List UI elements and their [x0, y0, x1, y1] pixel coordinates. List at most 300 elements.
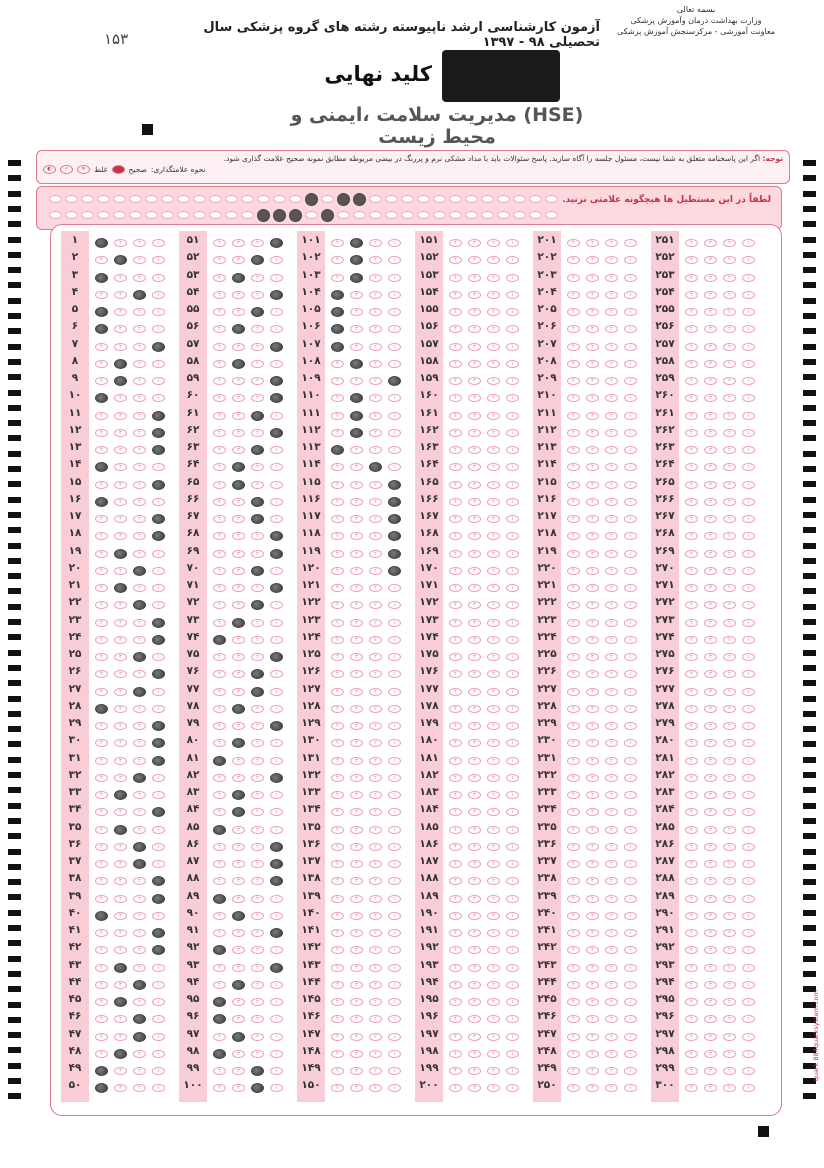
answer-bubble[interactable]: ۱ — [506, 722, 519, 730]
answer-bubble[interactable]: ۴ — [331, 757, 344, 765]
answer-bubble-filled[interactable] — [270, 876, 283, 886]
answer-bubble[interactable]: ۳ — [704, 757, 717, 765]
answer-bubble[interactable]: ۱ — [388, 1050, 401, 1058]
answer-bubble-filled[interactable] — [95, 324, 108, 334]
answer-bubble[interactable]: ۱ — [388, 308, 401, 316]
answer-bubble[interactable]: ۳ — [114, 1084, 127, 1092]
answer-bubble[interactable]: ۳ — [586, 929, 599, 937]
answer-bubble-filled[interactable] — [270, 376, 283, 386]
answer-bubble[interactable]: ۳ — [704, 895, 717, 903]
answer-bubble[interactable]: ۲ — [723, 688, 736, 696]
answer-bubble[interactable]: ۱ — [388, 843, 401, 851]
answer-bubble[interactable]: ۳ — [350, 567, 363, 575]
answer-bubble[interactable]: ۳ — [704, 670, 717, 678]
answer-bubble[interactable]: ۱ — [624, 481, 637, 489]
answer-bubble[interactable]: ۴ — [685, 360, 698, 368]
answer-bubble[interactable]: ۲ — [487, 239, 500, 247]
answer-bubble[interactable]: ۳ — [704, 1084, 717, 1092]
answer-bubble[interactable]: ۳ — [586, 808, 599, 816]
answer-bubble[interactable]: ۱ — [742, 670, 755, 678]
answer-bubble[interactable]: ۳ — [350, 843, 363, 851]
answer-bubble[interactable]: ۱ — [270, 1084, 283, 1092]
answer-bubble-filled[interactable] — [350, 273, 363, 283]
answer-bubble[interactable]: ۲ — [369, 325, 382, 333]
answer-bubble[interactable]: ۳ — [586, 705, 599, 713]
answer-bubble[interactable]: ۲ — [133, 274, 146, 282]
answer-bubble[interactable]: ۱ — [742, 860, 755, 868]
answer-bubble[interactable]: ۲ — [487, 515, 500, 523]
answer-bubble[interactable]: ۲ — [133, 429, 146, 437]
answer-bubble[interactable]: ۱ — [506, 653, 519, 661]
answer-bubble[interactable]: ۴ — [449, 463, 462, 471]
answer-bubble[interactable]: ۳ — [586, 791, 599, 799]
answer-bubble[interactable]: ۳ — [468, 895, 481, 903]
answer-bubble[interactable]: ۳ — [586, 412, 599, 420]
answer-bubble[interactable]: ۱ — [624, 653, 637, 661]
answer-bubble[interactable]: ۴ — [567, 964, 580, 972]
answer-bubble[interactable]: ۳ — [586, 722, 599, 730]
answer-bubble-filled[interactable] — [152, 807, 165, 817]
answer-bubble[interactable]: ۱ — [624, 584, 637, 592]
answer-bubble[interactable]: ۴ — [331, 429, 344, 437]
answer-bubble[interactable]: ۳ — [350, 998, 363, 1006]
answer-bubble[interactable]: ۲ — [487, 446, 500, 454]
answer-bubble[interactable]: ۳ — [704, 774, 717, 782]
answer-bubble[interactable]: ۱ — [742, 601, 755, 609]
answer-bubble-filled[interactable] — [270, 342, 283, 352]
answer-bubble[interactable]: ۱ — [742, 1015, 755, 1023]
answer-bubble[interactable]: ۲ — [251, 739, 264, 747]
answer-bubble[interactable]: ۲ — [605, 567, 618, 575]
answer-bubble[interactable]: ۴ — [449, 705, 462, 713]
answer-bubble[interactable]: ۲ — [723, 964, 736, 972]
answer-bubble[interactable]: ۴ — [685, 619, 698, 627]
answer-bubble-filled[interactable] — [152, 721, 165, 731]
answer-bubble[interactable]: ۱ — [624, 722, 637, 730]
answer-bubble[interactable]: ۲ — [723, 619, 736, 627]
answer-bubble[interactable]: ۳ — [232, 498, 245, 506]
answer-bubble[interactable]: ۲ — [369, 601, 382, 609]
answer-bubble[interactable]: ۲ — [723, 739, 736, 747]
answer-bubble[interactable]: ۴ — [95, 1015, 108, 1023]
answer-bubble[interactable]: ۲ — [487, 1084, 500, 1092]
answer-bubble[interactable]: ۲ — [487, 981, 500, 989]
answer-bubble[interactable]: ۳ — [468, 791, 481, 799]
answer-bubble[interactable]: ۳ — [114, 343, 127, 351]
answer-bubble-filled[interactable] — [232, 324, 245, 334]
answer-bubble[interactable]: ۴ — [213, 860, 226, 868]
answer-bubble[interactable]: ۲ — [251, 429, 264, 437]
answer-bubble[interactable]: ۲ — [369, 291, 382, 299]
answer-bubble[interactable]: ۲ — [251, 964, 264, 972]
answer-bubble[interactable]: ۳ — [350, 739, 363, 747]
answer-bubble[interactable]: ۱ — [152, 1050, 165, 1058]
answer-bubble[interactable]: ۱ — [624, 515, 637, 523]
answer-bubble[interactable]: ۱ — [624, 1067, 637, 1075]
answer-bubble[interactable]: ۲ — [487, 860, 500, 868]
answer-bubble[interactable]: ۱ — [152, 325, 165, 333]
answer-bubble-filled[interactable] — [152, 411, 165, 421]
answer-bubble[interactable]: ۱ — [624, 705, 637, 713]
answer-bubble[interactable]: ۴ — [567, 515, 580, 523]
answer-bubble-filled[interactable] — [95, 238, 108, 248]
answer-bubble-filled[interactable] — [213, 1049, 226, 1059]
answer-bubble[interactable]: ۲ — [487, 912, 500, 920]
answer-bubble[interactable]: ۲ — [251, 998, 264, 1006]
answer-bubble-filled[interactable] — [213, 635, 226, 645]
answer-bubble[interactable]: ۴ — [449, 722, 462, 730]
answer-bubble[interactable]: ۲ — [369, 981, 382, 989]
answer-bubble[interactable]: ۲ — [487, 325, 500, 333]
answer-bubble[interactable]: ۲ — [723, 463, 736, 471]
answer-bubble[interactable]: ۱ — [388, 274, 401, 282]
answer-bubble[interactable]: ۳ — [704, 256, 717, 264]
answer-bubble[interactable]: ۴ — [567, 739, 580, 747]
answer-bubble[interactable]: ۱ — [388, 584, 401, 592]
answer-bubble[interactable]: ۳ — [114, 981, 127, 989]
answer-bubble[interactable]: ۲ — [487, 877, 500, 885]
answer-bubble[interactable]: ۱ — [270, 481, 283, 489]
answer-bubble[interactable]: ۴ — [567, 912, 580, 920]
answer-bubble[interactable]: ۲ — [369, 584, 382, 592]
answer-bubble[interactable]: ۲ — [133, 895, 146, 903]
answer-bubble[interactable]: ۳ — [586, 291, 599, 299]
answer-bubble-filled[interactable] — [251, 497, 264, 507]
answer-bubble[interactable]: ۱ — [624, 739, 637, 747]
answer-bubble[interactable]: ۳ — [468, 291, 481, 299]
answer-bubble[interactable]: ۱ — [506, 791, 519, 799]
answer-bubble[interactable]: ۴ — [567, 653, 580, 661]
answer-bubble[interactable]: ۲ — [369, 826, 382, 834]
answer-bubble[interactable]: ۱ — [152, 774, 165, 782]
answer-bubble[interactable]: ۳ — [586, 446, 599, 454]
answer-bubble-filled[interactable] — [152, 876, 165, 886]
answer-bubble[interactable]: ۱ — [742, 757, 755, 765]
answer-bubble[interactable]: ۲ — [723, 532, 736, 540]
answer-bubble[interactable]: ۳ — [704, 308, 717, 316]
answer-bubble[interactable]: ۳ — [704, 1050, 717, 1058]
answer-bubble[interactable]: ۱ — [506, 429, 519, 437]
answer-bubble[interactable]: ۳ — [114, 670, 127, 678]
answer-bubble[interactable]: ۱ — [624, 843, 637, 851]
answer-bubble[interactable]: ۱ — [624, 929, 637, 937]
answer-bubble[interactable]: ۴ — [449, 325, 462, 333]
answer-bubble[interactable]: ۳ — [704, 826, 717, 834]
answer-bubble[interactable]: ۳ — [232, 670, 245, 678]
answer-bubble[interactable]: ۳ — [586, 843, 599, 851]
answer-bubble[interactable]: ۳ — [232, 550, 245, 558]
answer-bubble[interactable]: ۴ — [331, 722, 344, 730]
answer-bubble[interactable]: ۴ — [95, 757, 108, 765]
answer-bubble[interactable]: ۱ — [506, 739, 519, 747]
answer-bubble[interactable]: ۱ — [624, 791, 637, 799]
answer-bubble[interactable]: ۲ — [369, 550, 382, 558]
answer-bubble[interactable]: ۲ — [133, 946, 146, 954]
answer-bubble[interactable]: ۴ — [449, 670, 462, 678]
answer-bubble[interactable]: ۳ — [114, 877, 127, 885]
answer-bubble[interactable]: ۳ — [114, 308, 127, 316]
answer-bubble-filled[interactable] — [350, 428, 363, 438]
answer-bubble[interactable]: ۳ — [586, 325, 599, 333]
answer-bubble[interactable]: ۳ — [704, 946, 717, 954]
answer-bubble[interactable]: ۲ — [369, 739, 382, 747]
answer-bubble[interactable]: ۲ — [487, 463, 500, 471]
answer-bubble[interactable]: ۲ — [487, 705, 500, 713]
answer-bubble[interactable]: ۱ — [388, 808, 401, 816]
answer-bubble[interactable]: ۴ — [95, 532, 108, 540]
answer-bubble-filled[interactable] — [114, 583, 127, 593]
answer-bubble[interactable]: ۳ — [704, 498, 717, 506]
answer-bubble[interactable]: ۱ — [624, 601, 637, 609]
answer-bubble[interactable]: ۴ — [449, 394, 462, 402]
answer-bubble[interactable]: ۴ — [567, 1084, 580, 1092]
answer-bubble[interactable]: ۴ — [449, 429, 462, 437]
answer-bubble[interactable]: ۱ — [388, 981, 401, 989]
answer-bubble[interactable]: ۱ — [506, 964, 519, 972]
answer-bubble[interactable]: ۳ — [114, 1033, 127, 1041]
answer-bubble[interactable]: ۴ — [685, 670, 698, 678]
answer-bubble[interactable]: ۲ — [487, 808, 500, 816]
answer-bubble-filled[interactable] — [213, 1014, 226, 1024]
answer-bubble[interactable]: ۴ — [567, 567, 580, 575]
answer-bubble-filled[interactable] — [270, 721, 283, 731]
answer-bubble[interactable]: ۳ — [350, 860, 363, 868]
answer-bubble[interactable]: ۳ — [704, 653, 717, 661]
answer-bubble[interactable]: ۴ — [567, 895, 580, 903]
answer-bubble[interactable]: ۳ — [468, 463, 481, 471]
answer-bubble[interactable]: ۴ — [449, 1050, 462, 1058]
answer-bubble[interactable]: ۴ — [685, 1084, 698, 1092]
answer-bubble[interactable]: ۳ — [586, 481, 599, 489]
answer-bubble[interactable]: ۴ — [95, 291, 108, 299]
answer-bubble[interactable]: ۲ — [487, 826, 500, 834]
answer-bubble[interactable]: ۲ — [133, 670, 146, 678]
answer-bubble[interactable]: ۲ — [133, 757, 146, 765]
answer-bubble[interactable]: ۲ — [487, 619, 500, 627]
answer-bubble[interactable]: ۴ — [449, 739, 462, 747]
answer-bubble[interactable]: ۱ — [152, 308, 165, 316]
answer-bubble[interactable]: ۳ — [586, 532, 599, 540]
answer-bubble[interactable]: ۱ — [270, 826, 283, 834]
answer-bubble-filled[interactable] — [331, 342, 344, 352]
answer-bubble[interactable]: ۲ — [605, 446, 618, 454]
answer-bubble[interactable]: ۲ — [605, 256, 618, 264]
answer-bubble[interactable]: ۲ — [605, 343, 618, 351]
answer-bubble[interactable]: ۱ — [624, 895, 637, 903]
answer-bubble[interactable]: ۴ — [449, 653, 462, 661]
answer-bubble[interactable]: ۲ — [369, 498, 382, 506]
answer-bubble[interactable]: ۴ — [213, 1084, 226, 1092]
answer-bubble[interactable]: ۳ — [704, 601, 717, 609]
answer-bubble[interactable]: ۱ — [388, 688, 401, 696]
answer-bubble-filled[interactable] — [152, 514, 165, 524]
answer-bubble[interactable]: ۲ — [723, 412, 736, 420]
answer-bubble[interactable]: ۳ — [232, 1084, 245, 1092]
answer-bubble[interactable]: ۳ — [704, 843, 717, 851]
answer-bubble[interactable]: ۴ — [567, 274, 580, 282]
answer-bubble[interactable]: ۳ — [232, 239, 245, 247]
answer-bubble-filled[interactable] — [213, 997, 226, 1007]
answer-bubble[interactable]: ۴ — [331, 946, 344, 954]
answer-bubble[interactable]: ۲ — [605, 412, 618, 420]
answer-bubble[interactable]: ۳ — [468, 429, 481, 437]
answer-bubble[interactable]: ۲ — [369, 877, 382, 885]
answer-bubble[interactable]: ۲ — [487, 739, 500, 747]
answer-bubble[interactable]: ۲ — [487, 567, 500, 575]
answer-bubble[interactable]: ۲ — [487, 636, 500, 644]
answer-bubble[interactable]: ۳ — [114, 705, 127, 713]
answer-bubble[interactable]: ۱ — [388, 239, 401, 247]
answer-bubble[interactable]: ۴ — [567, 481, 580, 489]
answer-bubble[interactable]: ۱ — [742, 705, 755, 713]
answer-bubble[interactable]: ۳ — [232, 722, 245, 730]
answer-bubble[interactable]: ۱ — [624, 636, 637, 644]
answer-bubble[interactable]: ۴ — [331, 360, 344, 368]
answer-bubble[interactable]: ۳ — [468, 567, 481, 575]
answer-bubble[interactable]: ۲ — [487, 481, 500, 489]
answer-bubble[interactable]: ۳ — [704, 394, 717, 402]
answer-bubble[interactable]: ۱ — [152, 550, 165, 558]
answer-bubble[interactable]: ۱ — [742, 998, 755, 1006]
answer-bubble[interactable]: ۲ — [251, 1033, 264, 1041]
answer-bubble[interactable]: ۲ — [133, 705, 146, 713]
answer-bubble[interactable]: ۲ — [487, 429, 500, 437]
answer-bubble[interactable]: ۴ — [567, 722, 580, 730]
answer-bubble[interactable]: ۱ — [506, 532, 519, 540]
answer-bubble[interactable]: ۱ — [152, 1084, 165, 1092]
answer-bubble-filled[interactable] — [152, 945, 165, 955]
answer-bubble[interactable]: ۲ — [369, 343, 382, 351]
answer-bubble[interactable]: ۳ — [350, 895, 363, 903]
answer-bubble[interactable]: ۲ — [723, 1067, 736, 1075]
answer-bubble[interactable]: ۴ — [449, 895, 462, 903]
answer-bubble[interactable]: ۱ — [270, 463, 283, 471]
answer-bubble[interactable]: ۲ — [251, 895, 264, 903]
answer-bubble[interactable]: ۳ — [468, 877, 481, 885]
answer-bubble[interactable]: ۳ — [114, 843, 127, 851]
answer-bubble[interactable]: ۲ — [369, 412, 382, 420]
answer-bubble[interactable]: ۲ — [723, 895, 736, 903]
answer-bubble[interactable]: ۲ — [487, 688, 500, 696]
answer-bubble[interactable]: ۳ — [114, 481, 127, 489]
answer-bubble[interactable]: ۳ — [704, 325, 717, 333]
answer-bubble[interactable]: ۱ — [388, 412, 401, 420]
answer-bubble[interactable]: ۱ — [270, 670, 283, 678]
answer-bubble[interactable]: ۱ — [388, 722, 401, 730]
answer-bubble-filled[interactable] — [152, 531, 165, 541]
answer-bubble[interactable]: ۲ — [605, 722, 618, 730]
answer-bubble-filled[interactable] — [270, 531, 283, 541]
answer-bubble[interactable]: ۳ — [468, 912, 481, 920]
answer-bubble[interactable]: ۳ — [232, 446, 245, 454]
answer-bubble[interactable]: ۲ — [251, 757, 264, 765]
answer-bubble[interactable]: ۳ — [232, 1015, 245, 1023]
answer-bubble[interactable]: ۳ — [468, 1067, 481, 1075]
answer-bubble[interactable]: ۲ — [487, 964, 500, 972]
answer-bubble[interactable]: ۱ — [270, 360, 283, 368]
answer-bubble[interactable]: ۱ — [742, 325, 755, 333]
answer-bubble[interactable]: ۴ — [449, 636, 462, 644]
answer-bubble[interactable]: ۲ — [369, 239, 382, 247]
answer-bubble[interactable]: ۳ — [704, 1067, 717, 1075]
answer-bubble[interactable]: ۳ — [468, 550, 481, 558]
answer-bubble[interactable]: ۴ — [213, 463, 226, 471]
answer-bubble[interactable]: ۲ — [605, 895, 618, 903]
answer-bubble[interactable]: ۲ — [133, 463, 146, 471]
answer-bubble[interactable]: ۲ — [723, 946, 736, 954]
answer-bubble[interactable]: ۲ — [487, 998, 500, 1006]
answer-bubble[interactable]: ۱ — [270, 895, 283, 903]
answer-bubble[interactable]: ۳ — [704, 705, 717, 713]
answer-bubble-filled[interactable] — [95, 1066, 108, 1076]
answer-bubble-filled[interactable] — [251, 1083, 264, 1093]
answer-bubble[interactable]: ۳ — [350, 1033, 363, 1041]
answer-bubble[interactable]: ۲ — [723, 360, 736, 368]
answer-bubble[interactable]: ۳ — [586, 670, 599, 678]
answer-bubble[interactable]: ۴ — [213, 239, 226, 247]
answer-bubble[interactable]: ۲ — [251, 826, 264, 834]
answer-bubble[interactable]: ۲ — [133, 481, 146, 489]
answer-bubble[interactable]: ۴ — [685, 860, 698, 868]
answer-bubble[interactable]: ۳ — [350, 1015, 363, 1023]
answer-bubble[interactable]: ۴ — [567, 791, 580, 799]
answer-bubble[interactable]: ۱ — [152, 601, 165, 609]
answer-bubble[interactable]: ۳ — [586, 981, 599, 989]
answer-bubble[interactable]: ۱ — [270, 1015, 283, 1023]
answer-bubble[interactable]: ۲ — [723, 757, 736, 765]
answer-bubble[interactable]: ۴ — [213, 567, 226, 575]
answer-bubble[interactable]: ۱ — [506, 256, 519, 264]
answer-bubble[interactable]: ۱ — [388, 946, 401, 954]
answer-bubble[interactable]: ۴ — [685, 429, 698, 437]
answer-bubble[interactable]: ۲ — [605, 860, 618, 868]
answer-bubble-filled[interactable] — [251, 514, 264, 524]
answer-bubble[interactable]: ۲ — [369, 1067, 382, 1075]
answer-bubble[interactable]: ۴ — [95, 1050, 108, 1058]
answer-bubble[interactable]: ۳ — [704, 377, 717, 385]
answer-bubble[interactable]: ۳ — [468, 498, 481, 506]
answer-bubble[interactable]: ۲ — [487, 360, 500, 368]
answer-bubble[interactable]: ۴ — [685, 843, 698, 851]
answer-bubble[interactable]: ۱ — [742, 429, 755, 437]
answer-bubble[interactable]: ۴ — [331, 481, 344, 489]
answer-bubble[interactable]: ۴ — [685, 826, 698, 834]
answer-bubble[interactable]: ۲ — [369, 757, 382, 765]
answer-bubble[interactable]: ۱ — [742, 981, 755, 989]
answer-bubble[interactable]: ۲ — [369, 1084, 382, 1092]
answer-bubble[interactable]: ۳ — [468, 1033, 481, 1041]
answer-bubble[interactable]: ۳ — [350, 343, 363, 351]
answer-bubble[interactable]: ۲ — [133, 1050, 146, 1058]
answer-bubble[interactable]: ۱ — [270, 705, 283, 713]
answer-bubble[interactable]: ۲ — [605, 774, 618, 782]
answer-bubble[interactable]: ۱ — [388, 826, 401, 834]
answer-bubble[interactable]: ۱ — [270, 1033, 283, 1041]
answer-bubble[interactable]: ۲ — [723, 705, 736, 713]
answer-bubble[interactable]: ۲ — [723, 722, 736, 730]
answer-bubble[interactable]: ۴ — [449, 446, 462, 454]
answer-bubble[interactable]: ۲ — [251, 722, 264, 730]
answer-bubble[interactable]: ۳ — [232, 1067, 245, 1075]
answer-bubble[interactable]: ۱ — [152, 653, 165, 661]
answer-bubble[interactable]: ۲ — [487, 412, 500, 420]
answer-bubble-filled[interactable] — [369, 462, 382, 472]
answer-bubble[interactable]: ۳ — [350, 601, 363, 609]
answer-bubble[interactable]: ۱ — [742, 946, 755, 954]
answer-bubble[interactable]: ۳ — [232, 998, 245, 1006]
answer-bubble-filled[interactable] — [133, 687, 146, 697]
answer-bubble[interactable]: ۳ — [232, 377, 245, 385]
